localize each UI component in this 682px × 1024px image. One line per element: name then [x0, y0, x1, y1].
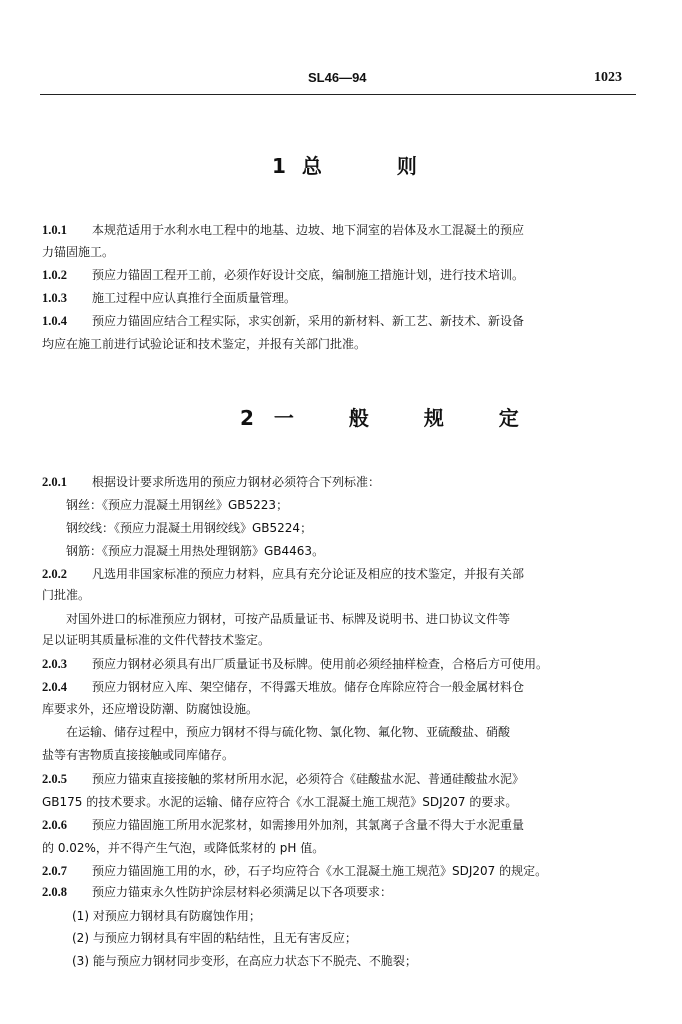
- requirement-item: (3) 能与预应力钢材同步变形，在高应力状态下不脱壳、不脆裂；: [72, 954, 417, 968]
- header-rule: [40, 94, 636, 95]
- clause-2-0-4-cont: 库要求外，还应增设防潮、防腐蚀设施。: [42, 702, 259, 716]
- page-number: 1023: [594, 70, 622, 85]
- clause-1-0-4: 1.0.4 预应力锚固应结合工程实际，求实创新，采用的新材料、新工艺、新技术、新设备: [42, 314, 525, 328]
- clause-2-0-6-cont: 的 0.02%，并不得产生气泡，或降低浆材的 pH 值。: [42, 841, 325, 855]
- paragraph: 对国外进口的标准预应力钢材，可按产品质量证书、标牌及说明书、进口协议文件等: [66, 612, 511, 626]
- clause-1-0-1-cont: 力锚固施工。: [42, 245, 115, 259]
- requirement-item: (1) 对预应力钢材具有防腐蚀作用；: [72, 909, 261, 923]
- clause-1-0-2: 1.0.2 预应力锚固工程开工前，必须作好设计交底，编制施工措施计划，进行技术培训。: [42, 268, 525, 282]
- chapter-2-number: 2: [240, 406, 254, 430]
- clause-2-0-1: 2.0.1 根据设计要求所选用的预应力钢材必须符合下列标准：: [42, 475, 381, 489]
- clause-2-0-7: 2.0.7 预应力锚固施工用的水，砂，石子均应符合《水工混凝土施工规范》SDJ207 的规定。: [42, 864, 548, 878]
- page-header: [40, 66, 636, 88]
- clause-1-0-4-cont: 均应在施工前进行试验论证和技术鉴定，并报有关部门批准。: [42, 337, 367, 351]
- standard-item: 钢绞线：《预应力混凝土用钢绞线》GB5224；: [66, 521, 313, 535]
- clause-2-0-2: 2.0.2 凡选用非国家标准的预应力材料，应具有充分论证及相应的技术鉴定，并报有关部: [42, 567, 525, 581]
- clause-2-0-8: 2.0.8 预应力锚束永久性防护涂层材料必须满足以下各项要求：: [42, 885, 393, 899]
- clause-1-0-1: 1.0.1 本规范适用于水利水电工程中的地基、边坡、地下洞室的岩体及水工混凝土的预应: [42, 223, 525, 237]
- chapter-1-number: 1: [272, 154, 286, 178]
- paragraph-cont: 足以证明其质量标准的文件代替技术鉴定。: [42, 633, 271, 647]
- clause-2-0-3: 2.0.3 预应力钢材必须具有出厂质量证书及标牌。使用前必须经抽样检查，合格后方可使用。: [42, 657, 549, 671]
- clause-2-0-6: 2.0.6 预应力锚固施工所用水泥浆材，如需掺用外加剂，其氯离子含量不得大于水泥重量: [42, 818, 525, 832]
- standard-code: SL46—94: [308, 70, 367, 85]
- standard-item: 钢丝：《预应力混凝土用钢丝》GB5223；: [66, 498, 289, 512]
- chapter-2-title: 一 般 规 定: [273, 406, 543, 430]
- clause-2-0-5-cont: GB175 的技术要求。水泥的运输、储存应符合《水工混凝土施工规范》SDJ207 的要求。: [42, 795, 518, 809]
- clause-2-0-5: 2.0.5 预应力锚束直接接触的浆材所用水泥，必须符合《硅酸盐水泥、普通硅酸盐水泥》: [42, 772, 525, 786]
- clause-2-0-2-cont: 门批准。: [42, 588, 91, 602]
- clause-2-0-4: 2.0.4 预应力钢材应入库、架空储存，不得露天堆放。储存仓库除应符合一般金属材料仓: [42, 680, 525, 694]
- chapter-1-heading: [272, 150, 451, 179]
- paragraph-cont: 盐等有害物质直接接触或同库储存。: [42, 748, 235, 762]
- paragraph: 在运输、储存过程中，预应力钢材不得与硫化物、氯化物、氟化物、亚硫酸盐、硝酸: [66, 725, 511, 739]
- chapter-2-heading: [240, 402, 543, 431]
- clause-1-0-3: 1.0.3 施工过程中应认真推行全面质量管理。: [42, 291, 297, 305]
- chapter-1-title: 总 则: [301, 154, 451, 178]
- standard-item: 钢筋：《预应力混凝土用热处理钢筋》GB4463。: [66, 544, 325, 558]
- requirement-item: (2) 与预应力钢材具有牢固的粘结性，且无有害反应；: [72, 931, 357, 945]
